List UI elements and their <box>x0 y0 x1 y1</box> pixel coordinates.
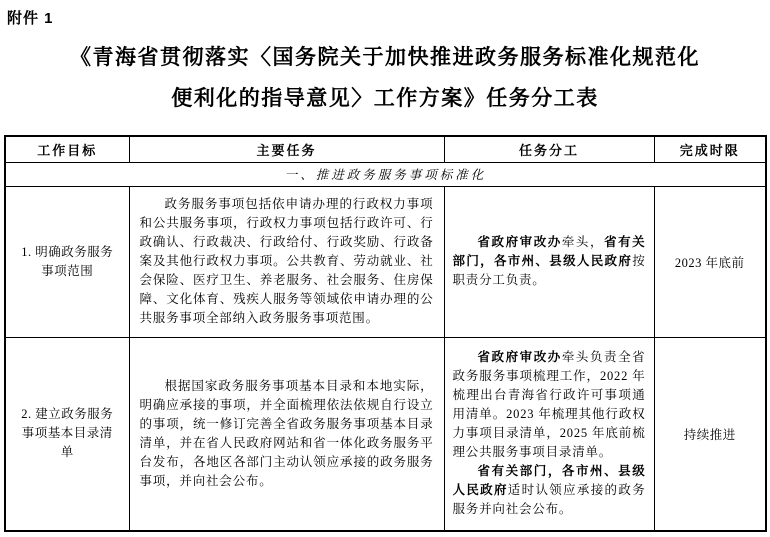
division-paragraph: 省政府审改办牵头，省有关部门，各市州、县级人民政府按职责分工负责。 <box>452 235 646 287</box>
section-header: 一、推进政务服务事项标准化 <box>5 162 766 186</box>
table-section-row <box>5 162 766 186</box>
division-cell <box>444 186 654 337</box>
column-header-main-task: 主要任务 <box>129 136 444 162</box>
division-cell <box>444 337 654 531</box>
deadline-cell: 持续推进 <box>654 337 766 531</box>
task-assignment-table <box>4 135 767 532</box>
task-paragraph: 根据国家政务服务事项基本目录和本地实际，明确应承接的事项，并全面梳理依法依规自行设立的事项，统一修订完善全省政务服务事项基本目录清单，并在省人民政府网站和省一体化政务服务平台发布，各地区各部门主动认领应承接的政务服务事项，并向社会公布。 <box>139 378 434 488</box>
document-title <box>0 37 770 119</box>
column-header-deadline: 完成时限 <box>654 136 766 162</box>
table-row <box>5 337 766 531</box>
goal-cell: 2. 建立政务服务事项基本目录清单 <box>5 337 129 531</box>
deadline-cell: 2023 年底前 <box>654 186 766 337</box>
division-paragraph: 省政府审改办牵头负责全省政务服务事项梳理工作，2022 年梳理出台青海省行政许可事项通用清单。2023 年梳理其他行政权力事项目录清单，2025 年底前梳理公共服务事项目录清单。 <box>452 350 646 460</box>
document-title-line-1: 《青海省贯彻落实〈国务院关于加快推进政务服务标准化规范化 <box>70 45 700 69</box>
column-header-work-goal: 工作目标 <box>5 136 129 162</box>
attachment-label: 附件 1 <box>7 10 54 27</box>
task-cell <box>129 337 444 531</box>
document-title-line-2: 便利化的指导意见〉工作方案》任务分工表 <box>171 86 599 110</box>
task-cell <box>129 186 444 337</box>
goal-cell: 1. 明确政务服务事项范围 <box>5 186 129 337</box>
task-paragraph: 政务服务事项包括依申请办理的行政权力事项和公共服务事项，行政权力事项包括行政许可、行政确认、行政裁决、行政给付、行政奖励、行政备案及其他行政权力事项。公共教育、劳动就业、社会保险、医疗卫生、养老服务、社会服务、住房保障、文化体育、残疾人服务等领域依申请办理的公共服务事项全部纳入政务服务事项范围。 <box>139 197 434 325</box>
table-row <box>5 186 766 337</box>
division-paragraph: 省有关部门，各市州、县级人民政府适时认领应承接的政务服务并向社会公布。 <box>452 464 646 517</box>
column-header-task-division: 任务分工 <box>444 136 654 162</box>
table-header-row <box>5 136 766 162</box>
